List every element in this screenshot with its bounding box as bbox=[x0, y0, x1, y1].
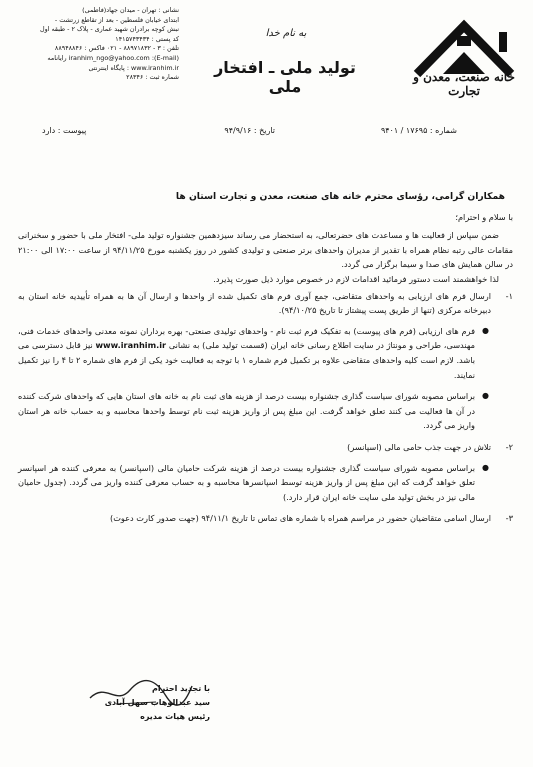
item-number: ۲- bbox=[505, 441, 513, 452]
list-item bbox=[18, 440, 513, 455]
signer-title: رئیس هیات مدیره bbox=[140, 712, 210, 721]
list-item bbox=[18, 511, 513, 526]
item-text: ارسال فرم های ارزیابی به واحدهای متقاضی، جمع آوری فرم های تکمیل شده از واحدها و ارسال آن ها به همراه تأییدیه خانه استان به دبیرخانه مرکزی (تنها از طریق پست پیشتاز تا تاریخ ۹۴/۱۰/۲۵). bbox=[18, 290, 491, 316]
reference-line bbox=[0, 126, 533, 138]
bullet-text: نیز قابل دسترسی می باشد. لازم است کلیه واحدهای متقاضی علاوه بر تکمیل فرم شماره ۱ با توجه به فعالیت خود یکی از فرم های شماره ۲ تا ۴ را نیز تکمیل نمایند. bbox=[18, 340, 475, 380]
contact-line: شماره ثبت : ۲۸۳۴۶ bbox=[126, 73, 179, 82]
contact-line: نبش کوچه برادران شهید عماری - پلاک ۲ - طبقه اول bbox=[39, 25, 179, 34]
letter-attachment: پیوست : دارد bbox=[42, 126, 87, 135]
salutation: با سلام و احترام؛ bbox=[455, 211, 513, 222]
org-name: خانه صنعت، معدن و تجارت bbox=[413, 70, 515, 98]
bullet-icon: ● bbox=[482, 391, 489, 401]
bullet-item bbox=[18, 324, 513, 382]
contact-email: iranhim_ngo@yahoo.com :(E-mail) رایانامه bbox=[47, 53, 179, 62]
contact-website: www.iranhim.ir : پایگاه اینترنتی bbox=[88, 63, 179, 72]
intro-paragraph: ضمن سپاس از فعالیت ها و مساعدت های حضرتعالی، به استحضار می رساند سیزدهمین جشنواره تولید ملی- افتخار ملی با حضور و سخنرانی مقامات عالی رتبه نظام همراه با تقدیر از مدیران واحدهای برتر صنعتی و تولیدی کشور در روز یکشنبه مورخ ۹۴/۱۱/۲۵ از ساعت ۱۷:۰۰ الی ۲۱:۰۰ در سالن همایش های صدا و سیما برگزار می گردد. bbox=[18, 230, 513, 270]
contact-line: تلفن : ۳ - ۸۸۹۷۱۸۳۲ - ۰۲۱ فاکس : ۸۸۹۴۸۸۴۶ bbox=[54, 44, 179, 53]
item-number: ۳- bbox=[505, 513, 513, 524]
letter-date: تاریخ : ۹۴/۹/۱۶ bbox=[224, 126, 275, 135]
closing-text: با تجدید احترام bbox=[152, 684, 210, 693]
bismillah: به نام خدا bbox=[265, 28, 307, 39]
item-text: تلاش در جهت جذب حامی مالی (اسپانسر) bbox=[347, 441, 491, 452]
signature-block bbox=[70, 682, 210, 724]
letter-body bbox=[18, 190, 513, 532]
contact-line: نشانی : تهران - میدان جهاد(فاطمی) bbox=[82, 6, 179, 14]
bullet-icon: ● bbox=[482, 325, 489, 335]
contact-line: کد پستی : ۱۴۱۵۷۴۳۴۳۴ bbox=[115, 34, 179, 43]
motto-title: تولید ملی ـ افتخار ملی bbox=[214, 58, 356, 96]
bullet-item bbox=[18, 389, 513, 433]
bullet-text: براساس مصوبه شورای سیاست گذاری جشنواره بیست درصد از هزینه شرکت حامیان مالی (اسپانسر) به معرفی کننده هر اسپانسر تعلق خواهد گرفت که این مبلغ پس از واریز هزینه توسط اسپانسرها محاسبه و به حساب معرفی کننده واریز می گردد. (جدول حامیان مالی نیز در بخش تولید ملی سایت خانه ایران قرار دارد.) bbox=[18, 462, 475, 502]
bullet-item bbox=[18, 461, 513, 505]
contact-info bbox=[14, 6, 179, 83]
item-number: ۱- bbox=[505, 290, 513, 301]
list-item bbox=[18, 289, 513, 318]
bullet-icon: ● bbox=[482, 462, 489, 472]
letter-number: شماره : ۱۷۶۹۵ / ۹۴۰۱ bbox=[380, 126, 457, 135]
contact-line: ابتدای خیابان فلسطین - بعد از تقاطع زرتشت - bbox=[54, 15, 179, 24]
bullet-text: فرم های ارزیابی (فرم های پیوست) به تفکیک فرم ثبت نام - واحدهای تولیدی صنعتی- بهره برداران نمونه معدنی واحدهای خدمات فنی، مهندسی، طراحی و مونتاژ در سایت اطلاع رسانی خانه ایران (قسمت تولید ملی) به نشانی bbox=[18, 325, 475, 351]
intro-request: لذا خواهشمند است دستور فرمائید اقدامات لازم در خصوص موارد ذیل صورت پذیرد. bbox=[213, 273, 499, 284]
item-text: ارسال اسامی متقاضیان حضور در مراسم همراه با شماره های تماس تا تاریخ ۹۴/۱۱/۱ (جهت صدور کارت دعوت) bbox=[110, 513, 491, 524]
recipient: همکاران گرامی، رؤسای محترم خانه های صنعت، معدن و تجارت استان ها bbox=[175, 191, 505, 202]
signer-name: سید عبدالوهاب سهل آبادی bbox=[104, 698, 210, 707]
bullet-text: براساس مصوبه شورای سیاست گذاری جشنواره بیست درصد از هزینه های ثبت نام به خانه های استان هایی که واحدهای شرکت کننده در آن ها فعالیت می کنند تعلق خواهد گرفت. این مبلغ پس از واریز هزینه ثبت نام توسط واحدها محاسبه و به حساب خانه هر استان واریز می گردد. bbox=[18, 391, 475, 431]
website-link[interactable]: www.iranhim.ir bbox=[95, 340, 167, 351]
